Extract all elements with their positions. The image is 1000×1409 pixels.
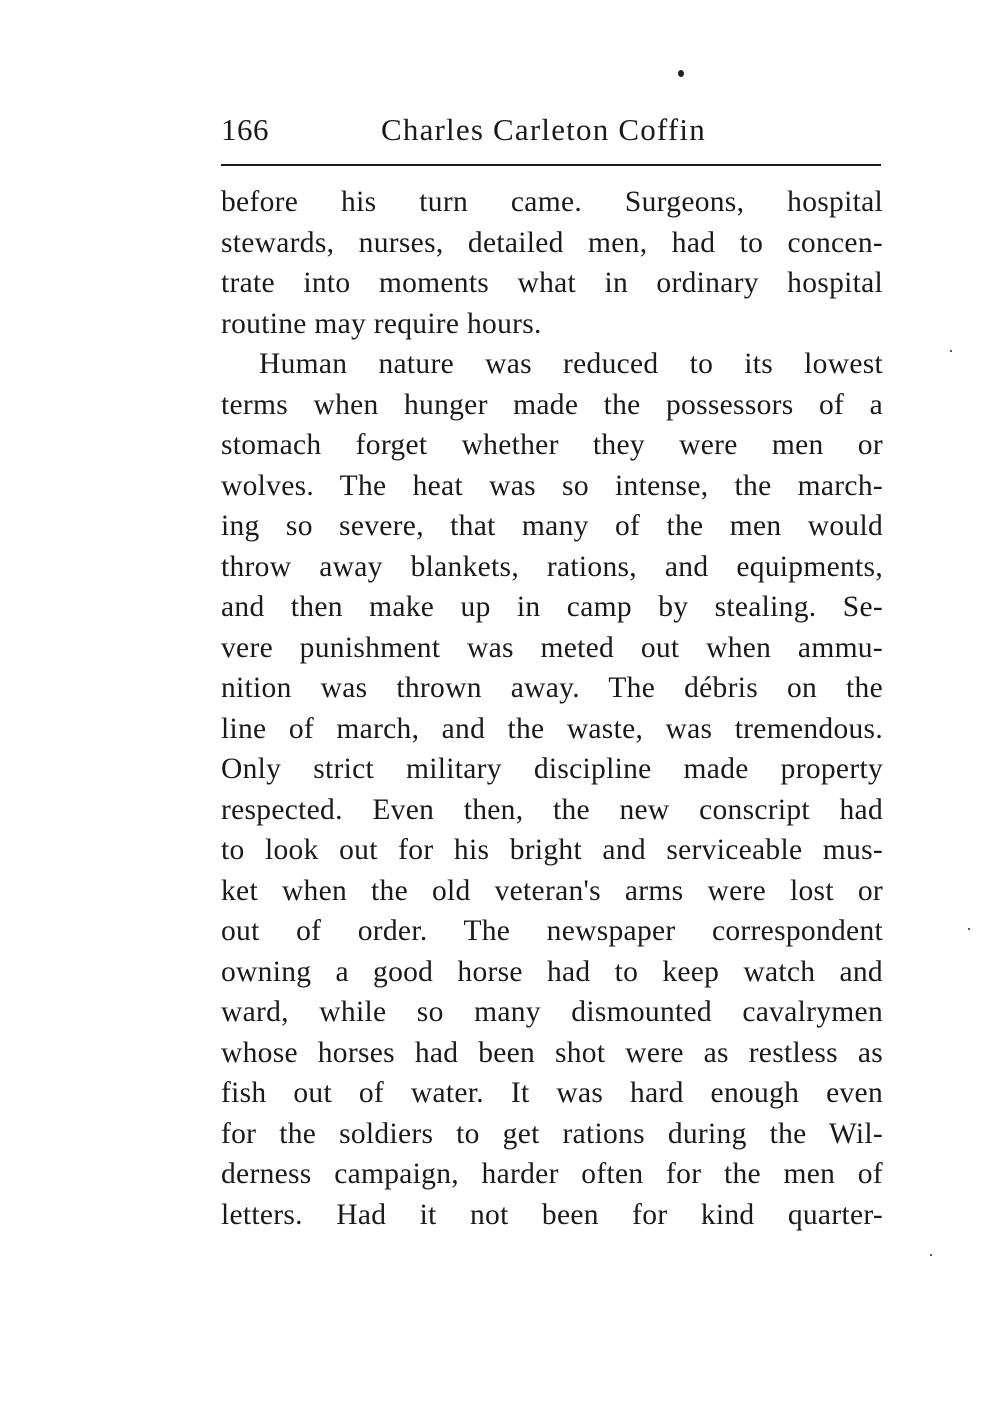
text-line: nition was thrown away. The débris on the (221, 672, 883, 704)
text-line: whose horses had been shot were as restless as (221, 1036, 883, 1069)
text-line: to look out for his bright and serviceable mus- (221, 834, 883, 866)
text-line: fish out of water. It was hard enough even (221, 1077, 883, 1109)
text-line: for the soldiers to get rations during the Wil- (221, 1117, 883, 1150)
paragraph (221, 344, 883, 1235)
text-line: before his turn came. Surgeons, hospital (221, 186, 883, 218)
text-line: and then make up in camp by stealing. Se- (221, 591, 883, 623)
text-line: trate into moments what in ordinary hospital (221, 267, 883, 299)
text-line: derness campaign, harder often for the men of (221, 1158, 883, 1190)
paragraph (221, 182, 883, 344)
text-line: wolves. The heat was so intense, the march- (221, 469, 883, 502)
print-speck (950, 350, 952, 352)
text-line: ward, while so many dismounted cavalrymen (221, 996, 883, 1028)
text-line: Only strict military discipline made property (221, 753, 883, 785)
text-line: routine may require hours. (221, 307, 542, 340)
header-rule (221, 164, 881, 166)
body-text (221, 182, 883, 1235)
print-speck (678, 70, 684, 77)
text-line: owning a good horse had to keep watch and (221, 955, 883, 988)
text-line: terms when hunger made the possessors of a (221, 388, 883, 421)
text-line: throw away blankets, rations, and equipments, (221, 550, 883, 583)
text-line: vere punishment was meted out when ammu- (221, 631, 883, 664)
print-speck (968, 928, 970, 930)
print-speck (930, 1254, 932, 1256)
running-head-title: Charles Carleton Coffin (381, 112, 706, 147)
text-line: stomach forget whether they were men or (221, 429, 883, 461)
text-line: line of march, and the waste, was tremendous. (221, 712, 883, 745)
text-line: Human nature was reduced to its lowest (259, 348, 883, 380)
text-line: letters. Had it not been for kind quarter- (221, 1198, 883, 1231)
text-line: stewards, nurses, detailed men, had to concen- (221, 226, 883, 259)
page-number: 166 (221, 112, 269, 147)
text-line: out of order. The newspaper correspondent (221, 915, 883, 947)
text-line: ing so severe, that many of the men would (221, 510, 883, 542)
running-head (221, 112, 883, 154)
text-line: ket when the old veteran's arms were lost or (221, 874, 883, 907)
text-line: respected. Even then, the new conscript had (221, 793, 883, 826)
